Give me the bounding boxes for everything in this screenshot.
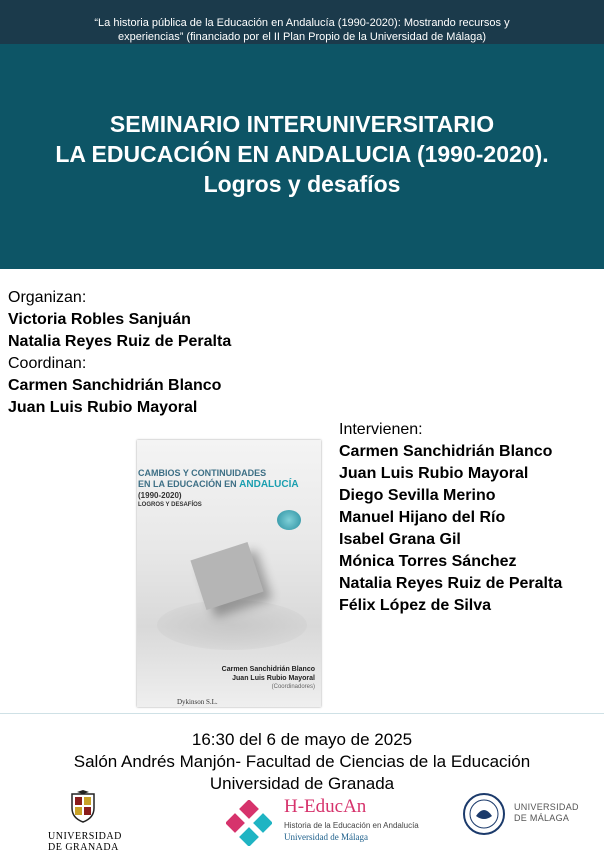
coordinator-name: Juan Luis Rubio Mayoral [8,399,198,416]
speaker-name: Manuel Hijano del Río [339,509,506,526]
ugr-logo [48,790,122,856]
speaker-name: Natalia Reyes Ruiz de Peralta [339,575,563,592]
organizer-name: Natalia Reyes Ruiz de Peralta [8,333,232,350]
ugr-text-line2: DE GRANADA [48,842,119,853]
book-years: (1990-2020) [138,491,182,500]
heducan-name: H-EducAn [284,796,367,817]
book-publisher: Dykinson S.L. [177,698,218,706]
event-university: Universidad de Granada [209,774,395,793]
title-banner [0,44,604,269]
speaker-name: Isabel Grana Gil [339,531,461,548]
uma-text-line2: DE MÁLAGA [514,813,570,823]
heducan-logo [226,796,436,850]
book-title-accent: ANDALUCÍA [239,479,299,490]
ugr-text-line1: UNIVERSIDAD [48,831,122,842]
coordinan-label: Coordinan: [8,355,87,372]
funding-header [0,0,604,44]
coordinator-name: Carmen Sanchidrián Blanco [8,377,222,394]
speaker-name: Félix López de Silva [339,597,492,614]
uma-seal-icon [462,792,506,836]
book-title-line2 [138,479,321,490]
book-role: (Coordinadores) [271,684,315,690]
divider [0,713,604,714]
heducan-university: Universidad de Málaga [284,832,368,842]
book-author2: Juan Luis Rubio Mayoral [232,675,315,682]
title-line1: SEMINARIO INTERUNIVERSITARIO [109,111,495,137]
uma-logo [462,790,582,838]
funding-header-line1: “La historia pública de la Educación en Andalucía (1990-2020): Mostrando recursos y [94,17,510,29]
book-title-line2a: EN LA EDUCACIÓN EN [138,479,240,489]
funding-header-line2: experiencias” (financiado por el II Plan Propio de la Universidad de Málaga) [117,31,487,43]
uma-text-line1: UNIVERSIDAD [514,802,579,812]
book-author1: Carmen Sanchidrián Blanco [221,666,315,673]
organizers-block [8,287,231,419]
book-illustration-shadow [157,600,307,650]
book-cover [137,440,321,707]
ugr-crest-icon [68,790,98,824]
event-time: 16:30 del 6 de mayo de 2025 [191,730,413,749]
book-illustration-cube [190,542,263,610]
organizer-name: Victoria Robles Sanjuán [8,311,191,328]
speaker-name: Mónica Torres Sánchez [339,553,517,570]
speaker-name: Carmen Sanchidrián Blanco [339,443,553,460]
speakers-block [339,419,562,617]
speaker-name: Juan Luis Rubio Mayoral [339,465,529,482]
intervienen-label: Intervienen: [339,421,423,438]
event-place: Salón Andrés Manjón- Facultad de Ciencias de la Educación [73,752,531,771]
speaker-name: Diego Sevilla Merino [339,487,496,504]
title-line2: LA EDUCACIÓN EN ANDALUCIA (1990-2020). [55,141,549,167]
book-title-line1: CAMBIOS Y CONTINUIDADES [138,468,267,478]
organizan-label: Organizan: [8,289,87,306]
book-subtitle: LOGROS Y DESAFÍOS [138,502,202,508]
heducan-subtitle: Historia de la Educación en Andalucía [284,821,419,830]
title-line3: Logros y desafíos [203,171,401,197]
heducan-diamond-icon [226,800,272,846]
book-badge-icon [277,510,301,530]
